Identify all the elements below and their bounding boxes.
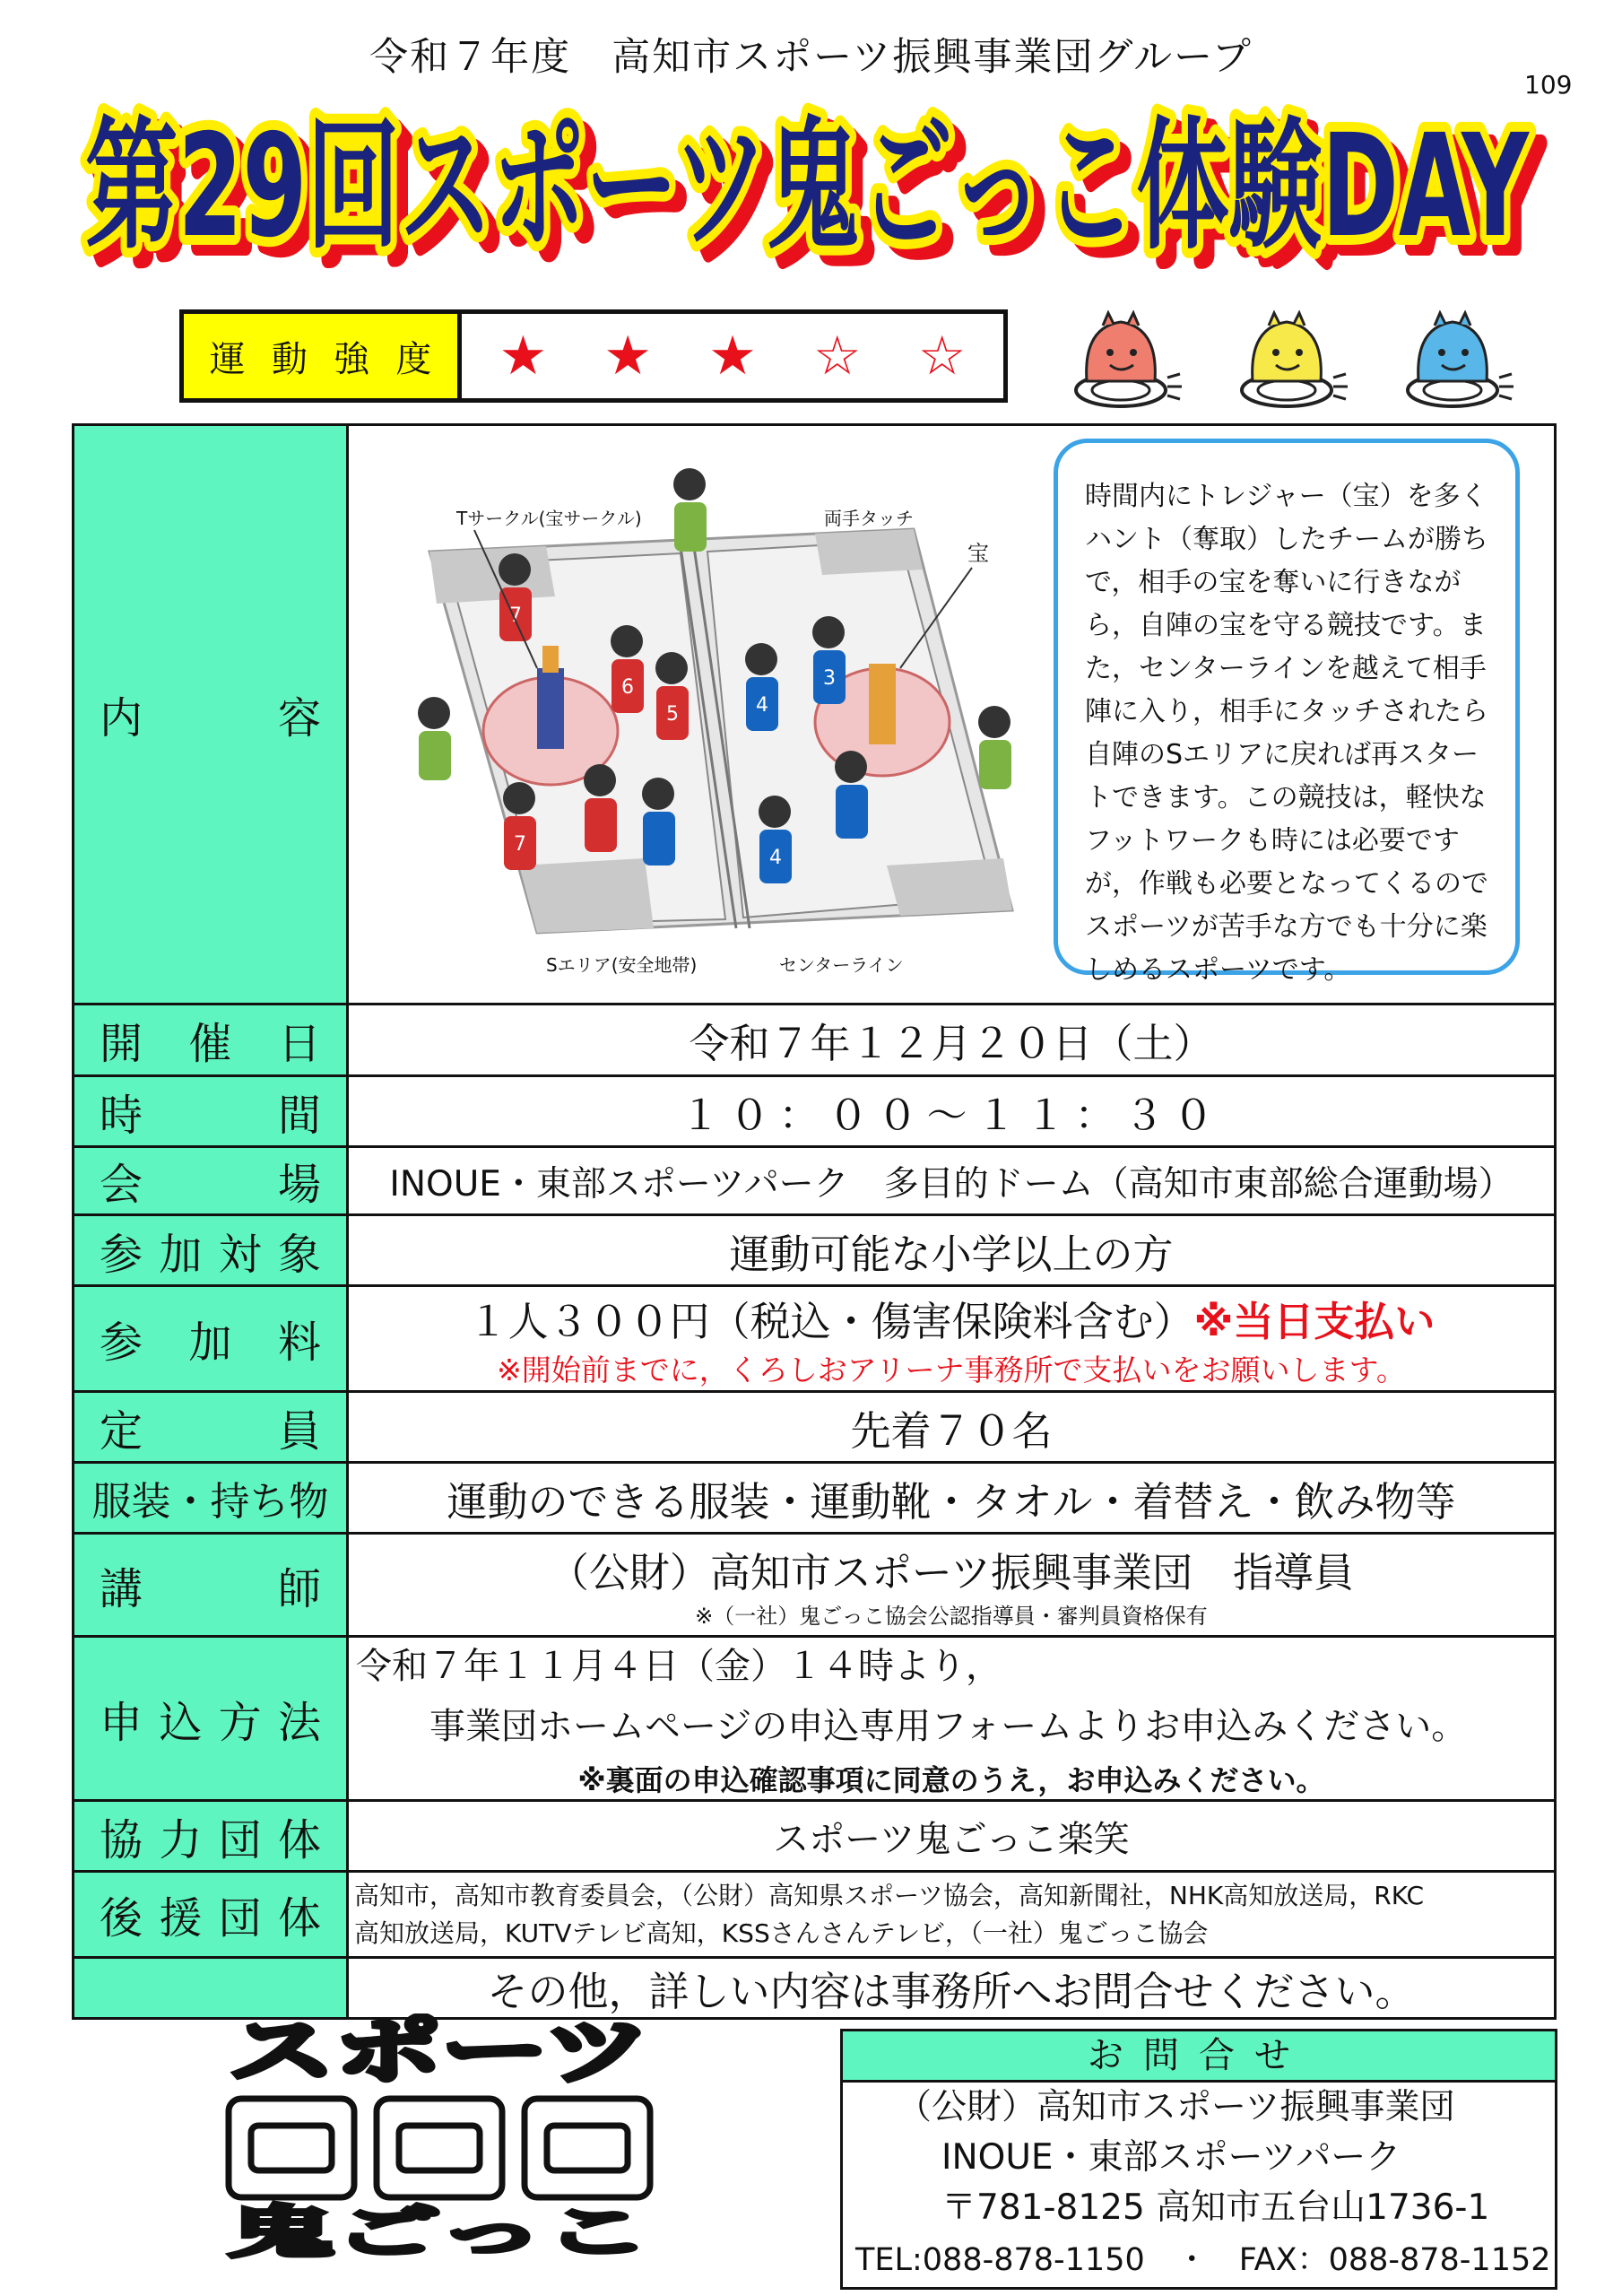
star-empty-icon: ☆ [917,325,967,387]
svg-text:6: 6 [621,676,634,699]
row-application [74,1637,1556,1801]
fee-note: ※開始前までに，くろしおアリーナ事務所で支払いをお願いします。 [497,1352,1406,1387]
row-support [74,1872,1556,1958]
value-target: 運動可能な小学以上の方 [348,1215,1556,1286]
svg-text:5: 5 [666,703,679,726]
row-content [74,425,1556,1004]
mascot-blue-icon [1399,309,1515,413]
value-venue: INOUE・東部スポーツパーク 多目的ドーム（高知市東部総合運動場） [348,1147,1556,1215]
label-application: 申込方法 [74,1637,348,1801]
label-belongings: 服装・持ち物 [74,1463,348,1534]
intensity-label: 運 動 強 度 [184,314,462,398]
svg-text:Sエリア(安全地帯): Sエリア(安全地帯) [546,954,698,976]
svg-text:7: 7 [509,604,522,627]
star-filled-icon: ★ [499,325,548,387]
title-outline: 第29回スポーツ鬼ごっこ体験DAY [85,104,1531,269]
svg-text:鬼ごっこ: 鬼ごっこ [229,2199,650,2265]
svg-text:7: 7 [514,833,526,856]
application-line2: 事業団ホームページの申込専用フォームよりお申込みください。 [429,1706,1468,1747]
instructor-note: ※（一社）鬼ごっこ協会公認指導員・審判員資格保有 [695,1604,1208,1629]
value-instructor [348,1534,1556,1637]
label-date: 開催日 [74,1004,348,1076]
label-capacity: 定員 [74,1392,348,1463]
intensity-box [179,309,1008,403]
label-cooperation: 協力団体 [74,1801,348,1872]
star-filled-icon: ★ [603,325,653,387]
label-venue: 会場 [74,1147,348,1215]
label-target: 参加対象 [74,1215,348,1286]
svg-text:Tサークル(宝サークル): Tサークル(宝サークル) [456,508,642,529]
intensity-stars [462,314,1003,398]
title-text: 第29回スポーツ鬼ごっこ体験DAY [85,104,1531,269]
label-other [74,1958,348,2019]
star-filled-icon: ★ [708,325,757,387]
application-line3: ※裏面の申込確認事項に同意のうえ，お申込みください。 [577,1763,1325,1797]
value-cooperation: スポーツ鬼ごっこ楽笑 [348,1801,1556,1872]
svg-text:4: 4 [756,694,768,717]
svg-text:両手タッチ: 両手タッチ [824,508,914,529]
value-capacity: 先着７０名 [348,1392,1556,1463]
label-instructor: 講師 [74,1534,348,1637]
row-belongings [74,1463,1556,1534]
page-number: 109 [1524,70,1573,100]
value-other: その他，詳しい内容は事務所へお問合せください。 [348,1958,1556,2019]
row-time [74,1076,1556,1147]
header-subtitle: 令和７年度 高知市スポーツ振興事業団グループ [369,35,1253,80]
row-date [74,1004,1556,1076]
description-bubble: 時間内にトレジャー（宝）を多くハント（奪取）したチームが勝ちで，相手の宝を奪いに行きながら，自陣の宝を守る競技です。また，センターラインを越えて相手陣に入り，相手にタッチされたら自陣のSエリアに戻れば再スタートできます。この競技は，軽快なフットワークも時には必要ですが，作戦も必要となってくるのでスポーツが苦手な方でも十分に楽しめるスポーツです。 [1054,439,1520,975]
row-fee [74,1286,1556,1392]
contact-box [840,2029,1557,2290]
svg-text:3: 3 [823,667,836,690]
value-time: １０：００～１１：３０ [348,1076,1556,1147]
row-target [74,1215,1556,1286]
contact-facility: INOUE・東部スポーツパーク [941,2137,1401,2178]
support-line2: 高知放送局，KUTVテレビ高知，KSSさんさんテレビ，（一社）鬼ごっこ協会 [354,1918,1209,1948]
mascot-red-icon [1067,309,1184,413]
star-empty-icon: ☆ [812,325,862,387]
support-line1: 高知市，高知市教育委員会，（公財）高知県スポーツ協会，高知新聞社，NHK高知放送局，RKC [354,1880,1425,1910]
value-fee [348,1286,1556,1392]
application-line1: 令和７年１１月４日（金）１４時より， [356,1646,1002,1687]
row-instructor [74,1534,1556,1637]
contact-org: （公財）高知市スポーツ振興事業団 [897,2087,1455,2127]
contact-address: 〒781-8125 高知市五台山1736-1 [941,2187,1490,2228]
svg-text:4: 4 [769,847,782,869]
contact-tel-fax: TEL:088-878-1150 ・ FAX：088-878-1152 [855,2242,1551,2278]
row-capacity [74,1392,1556,1463]
row-cooperation [74,1801,1556,1872]
mascot-yellow-icon [1233,309,1349,413]
sports-onigokko-logo [206,2013,672,2265]
fee-emphasis: ※当日支払い [1193,1297,1436,1345]
label-time: 時間 [74,1076,348,1147]
svg-text:スポーツ: スポーツ [229,2013,650,2094]
value-date: 令和７年１２月２０日（土） [348,1004,1556,1076]
label-content: 内 容 [74,425,348,1004]
fee-amount: １人３００円（税込・傷害保険料含む） [467,1297,1194,1345]
row-venue [74,1147,1556,1215]
court-illustration [385,444,1039,982]
label-support: 後援団体 [74,1872,348,1958]
page-title [72,99,1551,291]
label-fee: 参加料 [74,1286,348,1392]
title-shadow: 第29回スポーツ鬼ごっこ体験DAY [97,116,1542,281]
row-other [74,1958,1556,2019]
value-belongings: 運動のできる服装・運動靴・タオル・着替え・飲み物等 [348,1463,1556,1534]
svg-text:センターライン: センターライン [779,954,904,976]
value-application [348,1637,1556,1801]
instructor-name: （公財）高知市スポーツ振興事業団 指導員 [548,1549,1355,1596]
content-cell [348,425,1556,1004]
value-support [348,1872,1556,1958]
contact-heading: お問合せ [843,2031,1555,2083]
svg-text:宝: 宝 [967,541,989,566]
event-info-table [72,423,1557,2020]
